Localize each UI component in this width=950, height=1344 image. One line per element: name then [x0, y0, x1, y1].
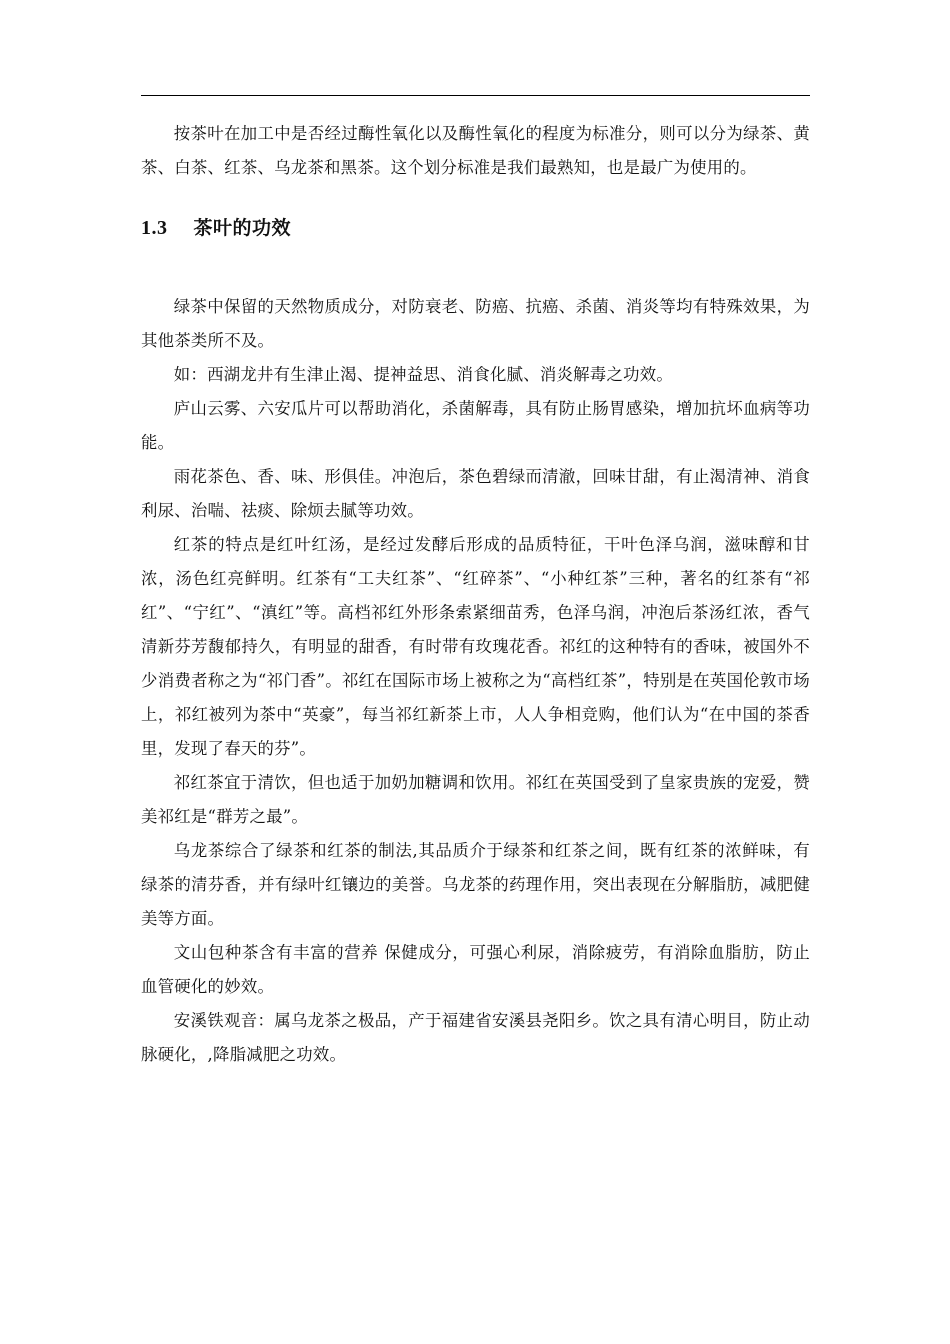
body-paragraph: 绿茶中保留的天然物质成分，对防衰老、防癌、抗癌、杀菌、消炎等均有特殊效果，为其他茶类所不及。: [141, 297, 810, 350]
page-content: [141, 117, 810, 1072]
body-paragraph: 乌龙茶综合了绿茶和红茶的制法,其品质介于绿茶和红茶之间，既有红茶的浓鲜味，有绿茶的清芬香，并有绿叶红镶边的美誉。乌龙茶的药理作用，突出表现在分解脂肪，减肥健美等方面。: [141, 841, 810, 928]
section-heading: [141, 211, 810, 245]
body-paragraph: 雨花茶色、香、味、形俱佳。冲泡后，茶色碧绿而清澈，回味甘甜，有止渴清神、消食利尿、治喘、祛痰、除烦去腻等功效。: [141, 467, 810, 520]
section-number: 1.3: [141, 217, 168, 239]
body-paragraph: 祁红茶宜于清饮，但也适于加奶加糖调和饮用。祁红在英国受到了皇家贵族的宠爱，赞美祁红是“群芳之最”。: [141, 773, 810, 826]
section-title: 茶叶的功效: [193, 217, 292, 239]
body-paragraph: 如：西湖龙井有生津止渴、提神益思、消食化腻、消炎解毒之功效。: [173, 365, 674, 384]
intro-paragraph: 按茶叶在加工中是否经过酶性氧化以及酶性氧化的程度为标准分，则可以分为绿茶、黄茶、白茶、红茶、乌龙茶和黑茶。这个划分标准是我们最熟知，也是最广为使用的。: [141, 124, 810, 177]
body-paragraph: 安溪铁观音：属乌龙茶之极品，产于福建省安溪县尧阳乡。饮之具有清心明目，防止动脉硬化，,降脂减肥之功效。: [141, 1011, 810, 1064]
body-paragraph: 文山包种茶含有丰富的营养 保健成分，可强心利尿，消除疲劳，有消除血脂肪，防止血管硬化的妙效。: [141, 943, 810, 996]
body-paragraph: 红茶的特点是红叶红汤，是经过发酵后形成的品质特征，干叶色泽乌润，滋味醇和甘浓，汤色红亮鲜明。红茶有“工夫红茶”、“红碎茶”、“小种红茶”三种，著名的红茶有“祁红”、“宁红”、“滇红”等。高档祁红外形条索紧细苗秀，色泽乌润，冲泡后茶汤红浓，香气清新芬芳馥郁持久，有明显的甜香，有时带有玫瑰花香。祁红的这种特有的香味，被国外不少消费者称之为“祁门香”。祁红在国际市场上被称之为“高档红茶”，特别是在英国伦敦市场上，祁红被列为茶中“英豪”，每当祁红新茶上市，人人争相竞购，他们认为“在中国的茶香里，发现了春天的芬”。: [141, 535, 810, 758]
header-rule: [141, 95, 810, 96]
body-paragraph: 庐山云雾、六安瓜片可以帮助消化，杀菌解毒，具有防止肠胃感染，增加抗坏血病等功能。: [141, 399, 810, 452]
